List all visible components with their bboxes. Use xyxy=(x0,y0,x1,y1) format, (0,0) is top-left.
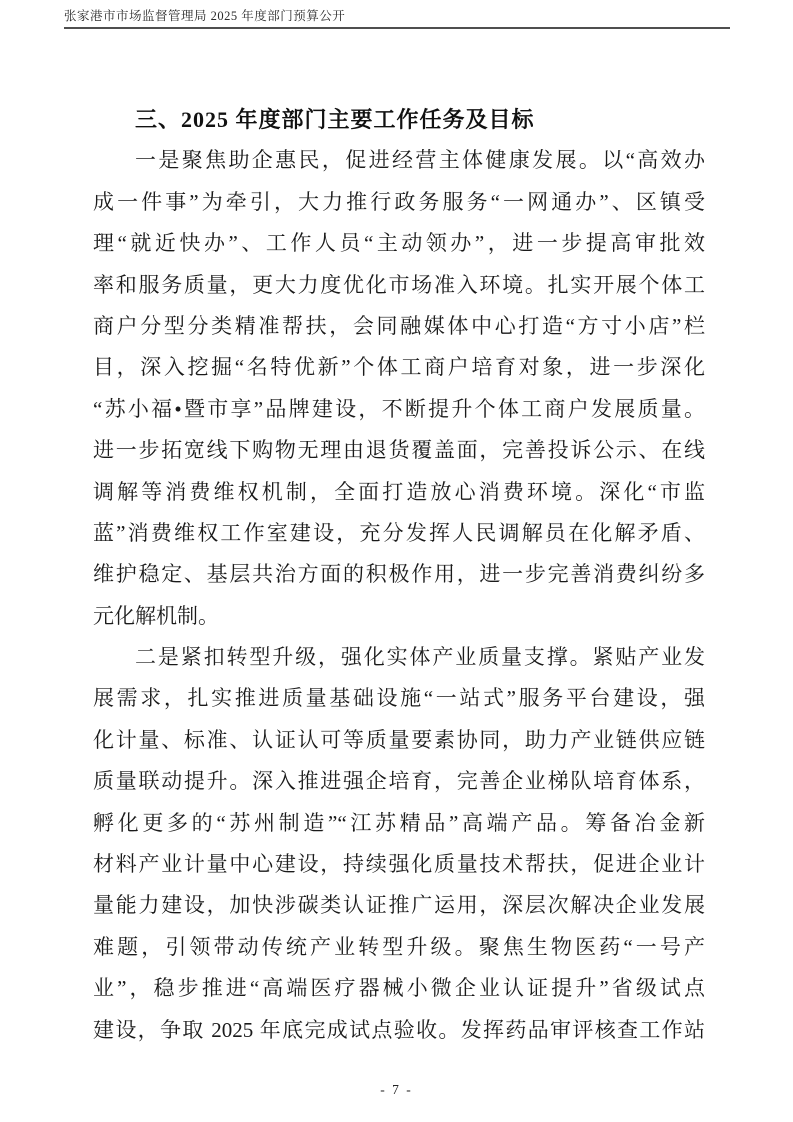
document-body xyxy=(93,99,705,1051)
text-line: 难题，引领带动传统产业转型升级。聚焦生物医药“一号产 xyxy=(93,934,705,959)
text-line: 展需求，扎实推进质量基础设施“一站式”服务平台建设，强 xyxy=(93,686,705,711)
paragraph xyxy=(93,140,705,637)
text-line: “苏小福•暨市享”品牌建设，不断提升个体工商户发展质量。 xyxy=(93,396,705,421)
text-line: 一是聚焦助企惠民，促进经营主体健康发展。以“高效办 xyxy=(135,148,705,173)
paragraphs-container xyxy=(93,140,705,1051)
text-line: 二是紧扣转型升级，强化实体产业质量支撑。紧贴产业发 xyxy=(135,645,705,670)
text-line: 目，深入挖掘“名特优新”个体工商户培育对象，进一步深化 xyxy=(93,355,705,380)
text-line: 维护稳定、基层共治方面的积极作用，进一步完善消费纠纷多 xyxy=(93,562,705,587)
page-number: - 7 - xyxy=(380,1082,413,1097)
text-line: 率和服务质量，更大力度优化市场准入环境。扎实开展个体工 xyxy=(93,272,705,297)
header-title: 张家港市市场监督管理局 2025 年度部门预算公开 xyxy=(64,9,346,23)
text-line: 成一件事”为牵引，大力推行政务服务“一网通办”、区镇受 xyxy=(93,189,705,214)
text-line: 进一步拓宽线下购物无理由退货覆盖面，完善投诉公示、在线 xyxy=(93,438,705,463)
page-footer xyxy=(0,1082,793,1098)
paragraph xyxy=(93,637,705,1051)
text-line: 理“就近快办”、工作人员“主动领办”，进一步提高审批效 xyxy=(93,231,705,256)
text-line: 化计量、标准、认证认可等质量要素协同，助力产业链供应链 xyxy=(93,727,705,752)
header-rule xyxy=(64,27,730,29)
text-line: 材料产业计量中心建设，持续强化质量技术帮扶，促进企业计 xyxy=(93,852,705,877)
section-title: 三、2025 年度部门主要工作任务及目标 xyxy=(135,107,535,132)
text-line: 业”，稳步推进“高端医疗器械小微企业认证提升”省级试点 xyxy=(93,976,705,1001)
text-line: 孵化更多的“苏州制造”“江苏精品”高端产品。筹备冶金新 xyxy=(93,810,705,835)
text-line: 量能力建设，加快涉碳类认证推广运用，深层次解决企业发展 xyxy=(93,893,705,918)
text-line: 蓝”消费维权工作室建设，充分发挥人民调解员在化解矛盾、 xyxy=(93,520,705,545)
text-line: 建设，争取 2025 年底完成试点验收。发挥药品审评核查工作站 xyxy=(93,1017,705,1042)
text-line: 商户分型分类精准帮扶，会同融媒体中心打造“方寸小店”栏 xyxy=(93,313,705,338)
text-line: 质量联动提升。深入推进强企培育，完善企业梯队培育体系， xyxy=(93,769,705,794)
text-line: 调解等消费维权机制，全面打造放心消费环境。深化“市监 xyxy=(93,479,705,504)
text-line: 元化解机制。 xyxy=(93,603,219,628)
